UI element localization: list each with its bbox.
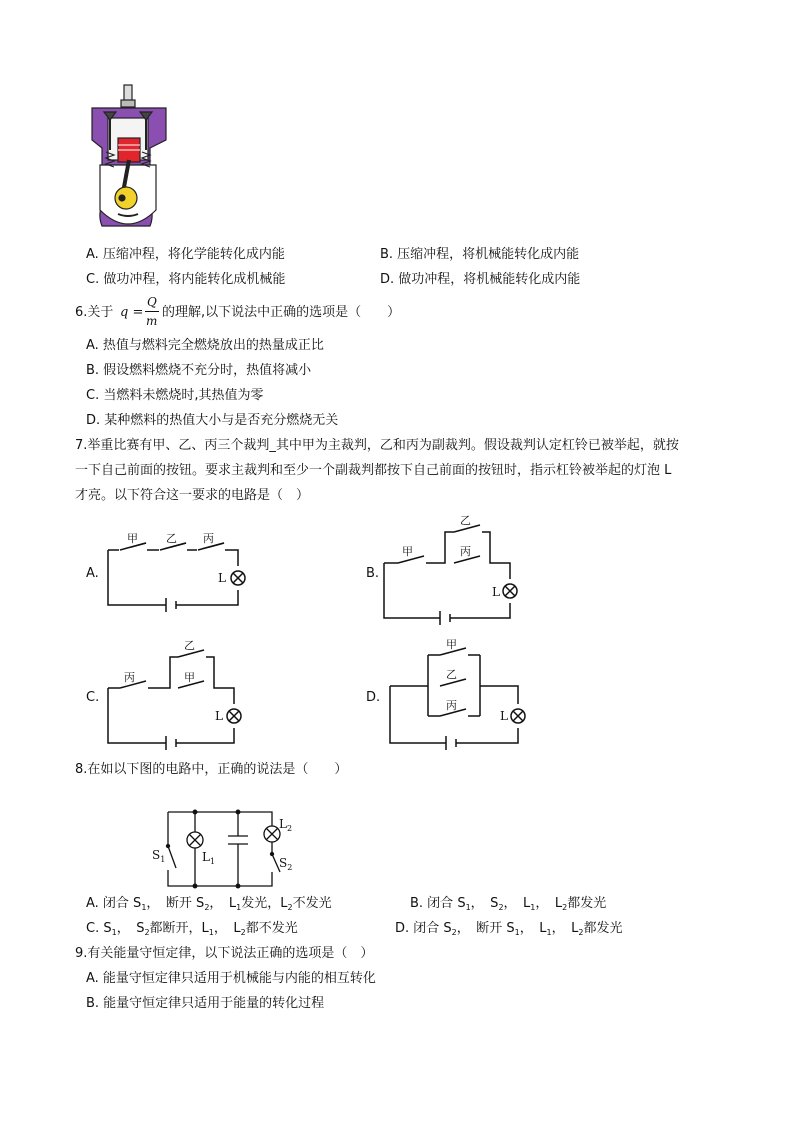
q7b-switch-yi: 乙: [460, 514, 471, 527]
q5-option-c: C. 做功冲程，将内能转化成机械能: [86, 272, 286, 287]
q7b-switch-bing: 丙: [460, 545, 471, 558]
q6-option-a: A. 热值与燃料完全燃烧放出的热量成正比: [86, 338, 324, 353]
q7c-switch-bing: 丙: [124, 671, 135, 684]
q7-stem-line2: 一下自己前面的按钮。要求主裁判和至少一个副裁判都按下自己前面的按钮时，指示杠铃被举起的灯泡 L: [75, 463, 672, 478]
q6-formula-numerator: Q: [147, 295, 157, 309]
q5-option-a: A. 压缩冲程，将化学能转化成内能: [86, 247, 285, 262]
q6-stem-before: 6.关于: [75, 305, 114, 320]
q7-label-a: A.: [86, 566, 99, 581]
q8-option-b: B. 闭合 $S_1$， $S_2$， $L_1$， $L_2$都发光: [410, 896, 607, 912]
q7a-switch-jia: 甲: [127, 532, 138, 545]
q7b-lamp-label: L: [492, 585, 500, 599]
q7a-switch-yi: 乙: [166, 532, 177, 545]
q9-stem: 9.有关能量守恒定律，以下说法正确的选项是（ ）: [75, 946, 374, 961]
q7a-switch-bing: 丙: [203, 532, 214, 545]
q5-option-d: D. 做功冲程，将机械能转化成内能: [380, 272, 581, 287]
q7-stem-line3: 才亮。以下符合这一要求的电路是（ ）: [75, 488, 310, 503]
q7d-switch-jia: 甲: [446, 638, 457, 651]
q7c-lamp-label: L: [215, 709, 223, 723]
q7a-lamp-label: L: [218, 571, 226, 585]
q5-option-b: B. 压缩冲程，将机械能转化成内能: [380, 247, 580, 262]
q8-option-a: A. 闭合 $S_1$， 断开 $S_2$， $L_1$发光，$L_2$不发光: [86, 896, 332, 912]
q8-l1-label: $L_1$: [202, 850, 216, 866]
q7c-switch-jia: 甲: [184, 671, 195, 684]
q7d-switch-bing: 丙: [446, 699, 457, 712]
q8-l2-label: $L_2$: [279, 817, 293, 833]
q7-label-d: D.: [366, 690, 381, 705]
q9-option-a: A. 能量守恒定律只适用于机械能与内能的相互转化: [86, 971, 376, 986]
q7c-switch-yi: 乙: [184, 639, 195, 652]
q6-stem-after: 的理解,以下说法中正确的选项是（ ）: [162, 305, 401, 320]
q7-label-c: C.: [86, 690, 100, 705]
q7b-switch-jia: 甲: [402, 545, 413, 558]
q9-option-b: B. 能量守恒定律只适用于能量的转化过程: [86, 996, 325, 1011]
q8-option-d: D. 闭合 $S_2$， 断开 $S_1$， $L_1$， $L_2$都发光: [395, 921, 623, 937]
q6-option-b: B. 假设燃料燃烧不充分时，热值将减小: [86, 363, 312, 378]
q7d-lamp-label: L: [500, 709, 508, 723]
q6-formula-lhs: q =: [120, 305, 144, 320]
q7-label-b: B.: [366, 566, 380, 581]
q8-s2-label: $S_2$: [279, 856, 293, 872]
q6-formula-denominator: m: [146, 314, 158, 328]
q7d-switch-yi: 乙: [446, 668, 457, 681]
q8-s1-label: $S_1$: [152, 848, 166, 864]
q8-option-c: C. $S_1$， $S_2$都断开，$L_1$， $L_2$都不发光: [86, 921, 298, 937]
q7-stem-line1: 7.举重比赛有甲、乙、丙三个裁判_其中甲为主裁判，乙和丙为副裁判。假设裁判认定杠铃已被举起，就按: [75, 438, 679, 453]
q6-option-d: D. 某种燃料的热值大小与是否充分燃烧无关: [86, 413, 339, 428]
q6-option-c: C. 当燃料未燃烧时,其热值为零: [86, 388, 264, 403]
q8-stem: 8.在如以下图的电路中，正确的说法是（ ）: [75, 762, 348, 777]
